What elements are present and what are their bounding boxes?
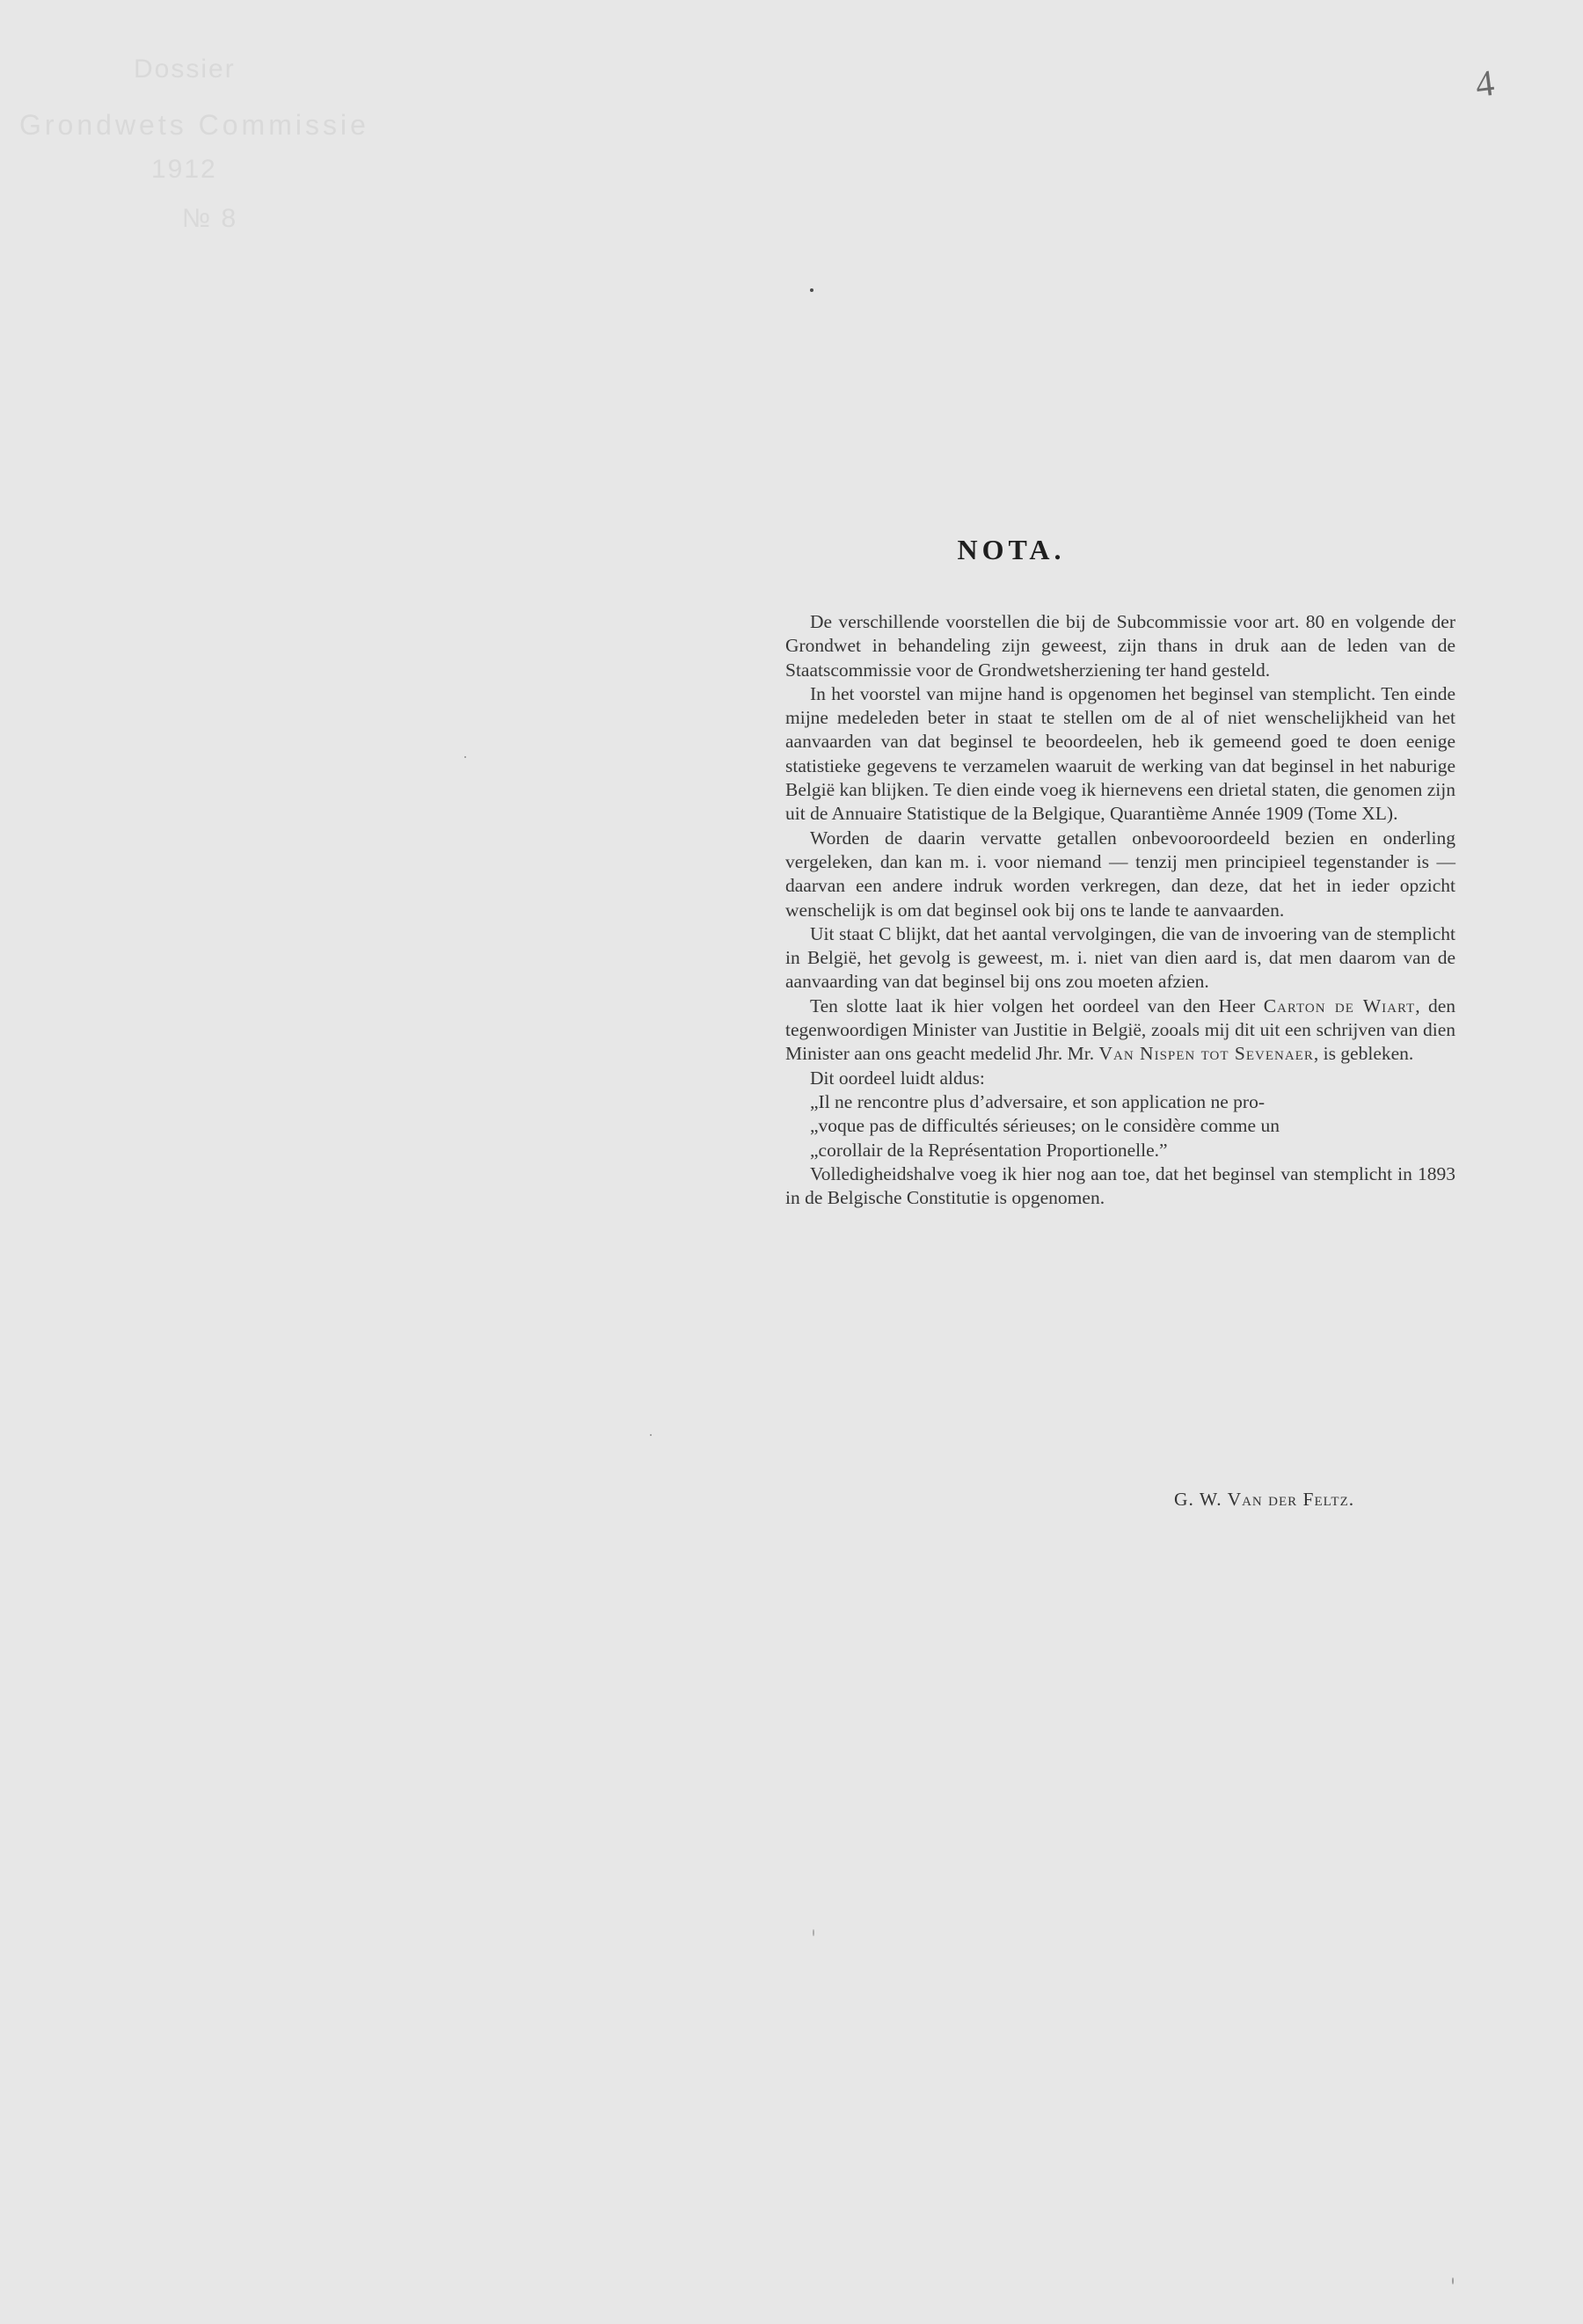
handwritten-page-number: 4 (1473, 62, 1497, 106)
document-title: NOTA. (957, 534, 1066, 566)
paragraph-5 (785, 994, 1455, 1067)
paragraph-4: Uit staat C blijkt, dat het aantal vervolgingen, die van de invoering van de stemplicht in België, het gevolg is geweest, m. i. niet van dien aard is, dat men daarom van de aanvaarding van dat beginsel bij ons zou moeten afzien. (785, 922, 1455, 993)
stamp-year: 1912 (151, 155, 217, 184)
ink-dot (810, 288, 813, 292)
paragraph-2: In het voorstel van mijne hand is opgenomen het beginsel van stemplicht. Ten einde mijne medeleden beter in staat te stellen om de al of niet wenschelijkheid van het aanvaarden van dat beginsel te beoordeelen, heb ik gemeend goed te doen eenige statistieke gegevens te verzamelen waaruit de werking van dat beginsel in het naburige België kan blijken. Te dien einde voeg ik hiernevens een drietal staten, die genomen zijn uit de Annuaire Statistique de la Belgique, Quarantième Année 1909 (Tome XL). (785, 682, 1455, 825)
signature: G. W. Van der Feltz. (1174, 1489, 1355, 1510)
quote-line-1: „Il ne rencontre plus d’adversaire, et son application ne pro- (810, 1090, 1265, 1112)
paper-speck (464, 756, 466, 758)
paper-speck (650, 1434, 652, 1436)
paragraph-5-text-middle: , den tegenwoordigen Minister van Justitie in België, zooals mij dit uit een schrijven van dien Minister aan ons geacht medelid Jhr. Mr. (785, 994, 1456, 1065)
paper-scratch (813, 1929, 814, 1936)
stamp-dossier: Dossier (134, 55, 236, 84)
quote-line-3: „corollair de la Représentation Proportionelle.” (810, 1139, 1168, 1161)
carton-de-wiart-name: Carton de Wiart (1263, 994, 1416, 1016)
paragraph-6: Dit oordeel luidt aldus: (810, 1067, 985, 1089)
document-body (785, 610, 1455, 1210)
paragraph-1: De verschillende voorstellen die bij de Subcommissie voor art. 80 en volgende der Grondwet in behandeling zijn geweest, zijn thans in druk aan de leden van de Staatscommissie voor de Grondwetsherziening ter hand gesteld. (785, 611, 1455, 681)
paper-scratch (1452, 2277, 1454, 2284)
stamp-commission: Grondwets Commissie (19, 109, 369, 141)
paragraph-7: Volledigheidshalve voeg ik hier nog aan toe, dat het beginsel van stemplicht in 1893 in de Belgische Constitutie is opgenomen. (785, 1162, 1455, 1209)
paragraph-5-text-after: , is gebleken. (1313, 1043, 1414, 1065)
quote-line-2: „voque pas de difficultés sérieuses; on le considère comme un (810, 1115, 1280, 1137)
paragraph-3: Worden de daarin vervatte getallen onbevooroordeeld bezien en onderling vergeleken, dan kan m. i. voor niemand — tenzij men principieel tegenstander is — daarvan een andere indruk worden verkregen, dan deze, dat het in ieder opzicht wenschelijk is om dat beginsel ook bij ons te lande te aanvaarden. (785, 827, 1455, 921)
paragraph-5-text-before: Ten slotte laat ik hier volgen het oordeel van den Heer (810, 994, 1264, 1016)
stamp-number: № 8 (182, 204, 238, 233)
van-nispen-name: Van Nispen tot Sevenaer (1098, 1043, 1314, 1065)
